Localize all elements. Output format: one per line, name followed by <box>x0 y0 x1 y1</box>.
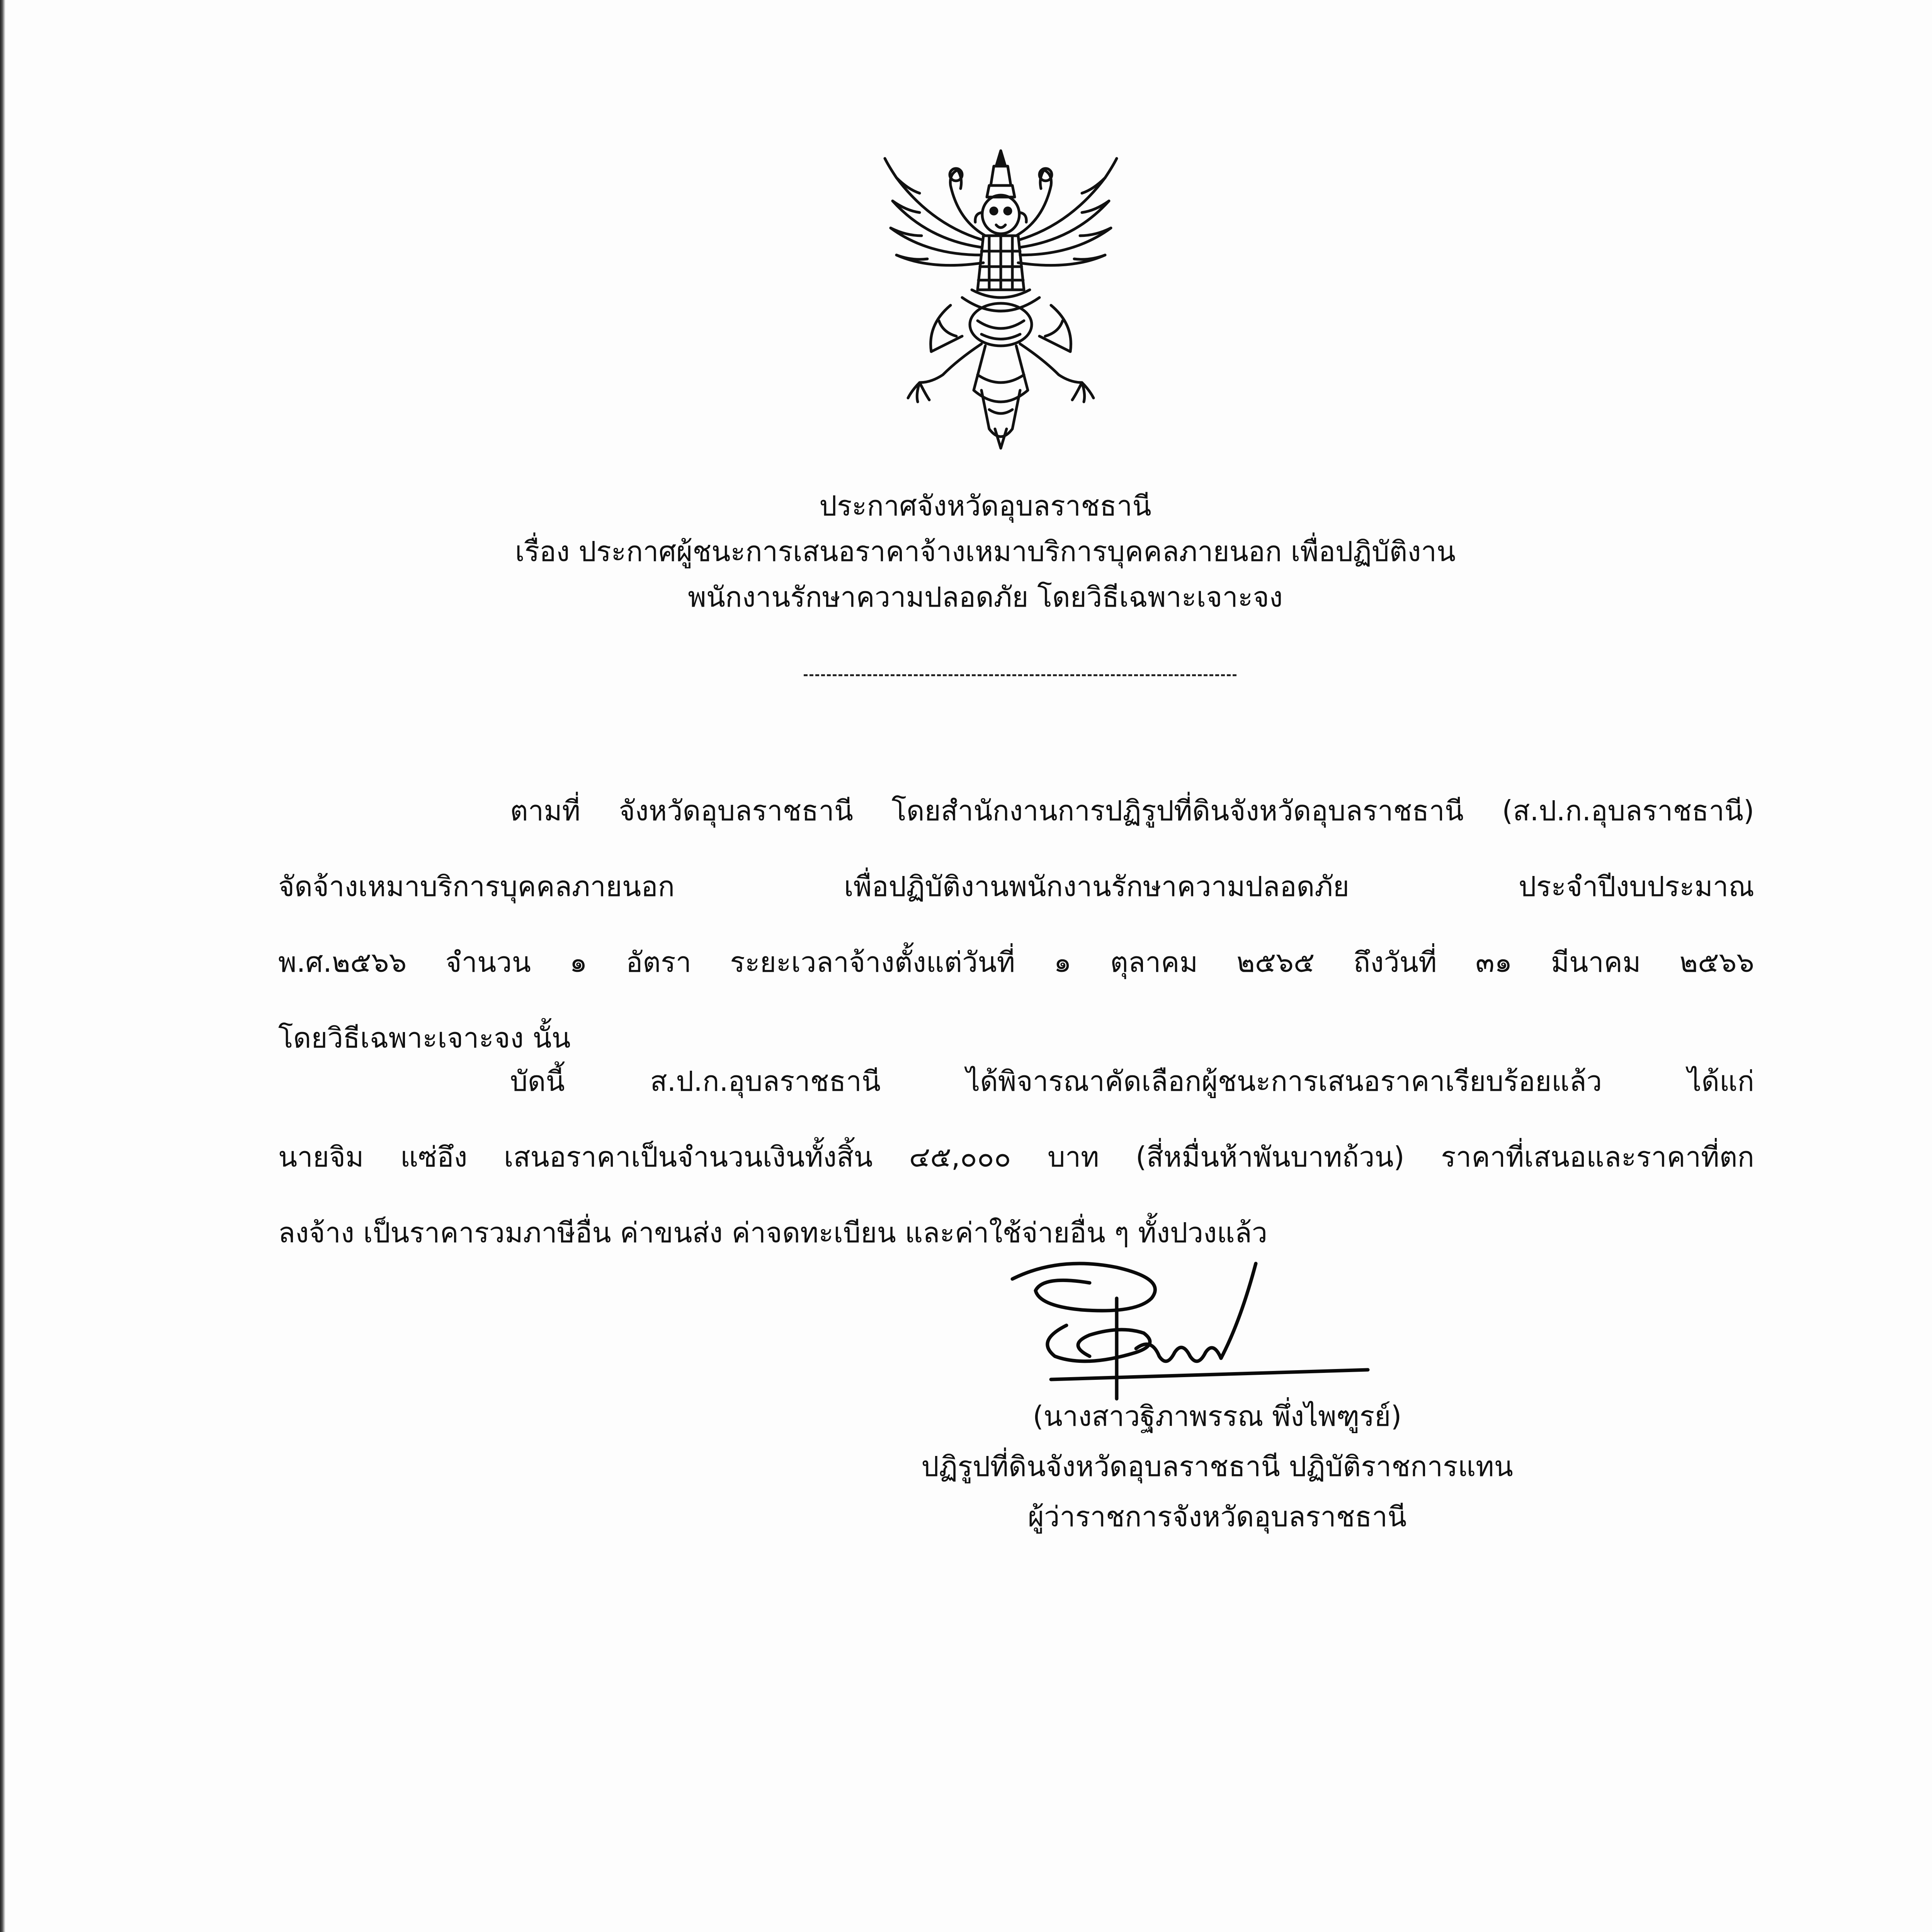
scan-edge-left <box>0 0 5 1932</box>
header-divider <box>804 674 1236 676</box>
paragraph-line: โดยวิธีเฉพาะเจาะจง นั้น <box>278 1022 571 1054</box>
signer-block <box>773 1391 1662 1542</box>
announcement-title: ประกาศจังหวัดอุบลราชธานี <box>819 490 1151 522</box>
paragraph-line: นายจิม แซ่อึง เสนอราคาเป็นจำนวนเงินทั้งสิ้น ๔๕,๐๐๐ บาท (สี่หมื่นห้าพันบาทถ้วน) ราคาที่เสนอและราคาที่ตก <box>278 1141 1754 1173</box>
announcement-header <box>386 483 1584 620</box>
paragraph-line: ตามที่ จังหวัดอุบลราชธานี โดยสำนักงานการปฏิรูปที่ดินจังหวัดอุบลราชธานี (ส.ป.ก.อุบลราชธานี) <box>510 794 1754 827</box>
body-paragraph-1 <box>278 773 1754 1076</box>
subject-line-2: พนักงานรักษาความปลอดภัย โดยวิธีเฉพาะเจาะจง <box>688 581 1283 613</box>
subject-line-1: เรื่อง ประกาศผู้ชนะการเสนอราคาจ้างเหมาบริการบุคคลภายนอก เพื่อปฏิบัติงาน <box>515 535 1456 568</box>
handwritten-signature <box>989 1252 1391 1414</box>
body-paragraph-2 <box>278 1043 1754 1270</box>
paragraph-line: บัดนี้ ส.ป.ก.อุบลราชธานี ได้พิจารณาคัดเลือกผู้ชนะการเสนอราคาเรียบร้อยแล้ว ได้แก่ <box>510 1065 1754 1097</box>
signer-position: ปฏิรูปที่ดินจังหวัดอุบลราชธานี ปฏิบัติราชการแทน <box>921 1450 1513 1483</box>
paragraph-line: พ.ศ.๒๕๖๖ จำนวน ๑ อัตรา ระยะเวลาจ้างตั้งแต่วันที่ ๑ ตุลาคม ๒๕๖๕ ถึงวันที่ ๓๑ มีนาคม ๒๕๖๖ <box>278 946 1754 978</box>
signer-name: (นางสาวฐิภาพรรณ พึ่งไพฑูรย์) <box>1032 1400 1402 1432</box>
signer-acting-for: ผู้ว่าราชการจังหวัดอุบลราชธานี <box>1027 1500 1407 1533</box>
garuda-emblem-icon <box>873 143 1128 456</box>
paragraph-line: ลงจ้าง เป็นราคารวมภาษีอื่น ค่าขนส่ง ค่าจดทะเบียน และค่าใช้จ่ายอื่น ๆ ทั้งปวงแล้ว <box>278 1216 1268 1249</box>
paragraph-line: จัดจ้างเหมาบริการบุคคลภายนอก เพื่อปฏิบัติงานพนักงานรักษาความปลอดภัย ประจำปีงบประมาณ <box>278 870 1754 903</box>
